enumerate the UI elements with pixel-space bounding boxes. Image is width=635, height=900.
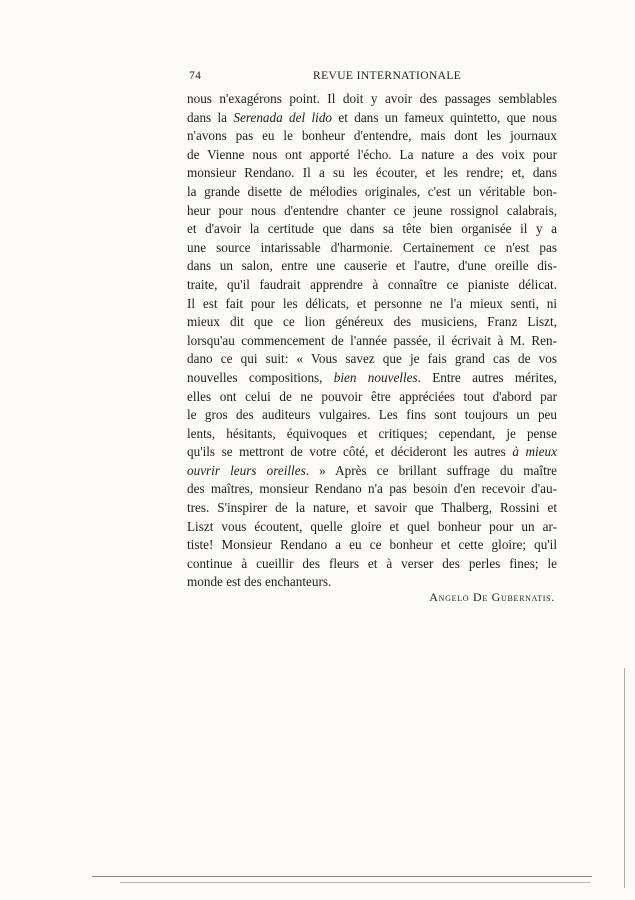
text-segment: la grande disette de mélodies originales, c'est un véritable bon-: [187, 183, 557, 199]
text-segment: tiste! Monsieur Rendano a eu ce bonheur et cette gloire; qu'il: [187, 537, 557, 553]
text-segment: heur pour nous d'entendre chanter ce jeune rossignol calabrais,: [187, 202, 557, 218]
text-line: [187, 480, 557, 499]
text-line: [187, 164, 557, 183]
text-line: [187, 462, 557, 481]
text-segment: nous n'exagérons point. Il doit y avoir des passages semblables: [187, 91, 557, 106]
text-line: [187, 220, 557, 239]
text-line: [187, 406, 557, 425]
text-line: [187, 276, 557, 295]
text-segment: de Vienne nous ont apporté l'écho. La nature a des voix pour: [187, 146, 557, 162]
italic-text: ouvrir leurs oreilles: [187, 462, 306, 478]
text-line: [187, 295, 557, 314]
italic-text: Serenada del lido: [233, 109, 333, 125]
text-segment: tres. S'inspirer de la nature, et savoir que Thalberg, Rossini et: [187, 500, 557, 516]
text-segment: des maîtres, monsieur Rendano n'a pas besoin d'en recevoir d'au-: [187, 481, 557, 497]
text-line: [187, 425, 557, 444]
text-segment: n'avons pas eu le bonheur d'entendre, mais dont les journaux: [187, 128, 557, 144]
text-segment: elles ont celui de ne pouvoir être appréciées tout d'abord par: [187, 388, 557, 404]
text-segment: lorsqu'au commencement de l'année passée, il écrivait à M. Ren-: [187, 332, 557, 348]
running-header: [187, 70, 557, 86]
text-segment: Liszt vous écoutent, quelle gloire et quel bonheur pour un ar-: [187, 518, 557, 534]
author-signature: Angelo De Gubernatis.: [429, 590, 555, 604]
body-text: [187, 90, 557, 592]
text-line: [187, 369, 557, 388]
text-segment: dans la: [187, 109, 234, 125]
text-line: [187, 350, 557, 369]
text-segment: dano ce qui suit: « Vous savez que je fais grand cas de vos: [187, 351, 557, 367]
text-segment: lents, hésitants, équivoques et critiques; cependant, je pense: [187, 425, 557, 441]
text-line: [187, 536, 557, 555]
text-segment: et dans un fameux quintetto, que nous: [332, 109, 557, 125]
text-segment: mieux dit que ce lion généreux des musiciens, Franz Liszt,: [187, 314, 557, 330]
text-line: [187, 183, 557, 202]
italic-text: bien nouvelles: [333, 369, 418, 385]
italic-text: à mieux: [512, 444, 557, 460]
text-line: [187, 313, 557, 332]
text-line: [187, 443, 557, 462]
text-line: [187, 109, 557, 128]
text-line: [187, 146, 557, 165]
text-line: [187, 202, 557, 221]
text-segment: une source intarissable d'harmonie. Certainement ce n'est pas: [187, 239, 557, 255]
text-line: [187, 518, 557, 537]
running-title: REVUE INTERNATIONALE: [313, 70, 462, 82]
text-line: [187, 499, 557, 518]
right-edge-mark: [624, 668, 625, 888]
text-line: [187, 127, 557, 146]
bottom-rule-2: [120, 882, 590, 883]
text-line: [187, 555, 557, 574]
text-segment: nouvelles compositions,: [187, 369, 334, 385]
text-line: [187, 332, 557, 351]
bottom-rule: [92, 876, 592, 877]
text-segment: . » Après ce brillant suffrage du maître: [305, 462, 557, 478]
text-line: [187, 257, 557, 276]
text-line: [187, 239, 557, 258]
text-segment: monsieur Rendano. Il a su les écouter, et les rendre; et, dans: [187, 165, 557, 181]
text-segment: et d'avoir la certitude que dans sa tête bien organisée il y a: [187, 221, 557, 237]
text-segment: traite, qu'il faudrait apprendre à connaître ce pianiste délicat.: [187, 276, 557, 292]
text-segment: . Entre autres mérites,: [417, 369, 557, 385]
page-number: 74: [189, 70, 202, 82]
text-line: [187, 90, 557, 109]
text-segment: dans un salon, entre une causerie et l'autre, d'une oreille dis-: [187, 258, 557, 274]
text-segment: monde est des enchanteurs.: [187, 574, 332, 590]
text-segment: continue à cueillir des fleurs et à verser des perles fines; le: [187, 555, 557, 571]
text-segment: qu'ils se mettront de votre côté, et décideront les autres: [187, 444, 513, 460]
text-segment: Il est fait pour les délicats, et personne ne l'a mieux senti, ni: [187, 295, 557, 311]
text-segment: le gros des auditeurs vulgaires. Les fins sont toujours un peu: [187, 407, 557, 423]
text-line: [187, 388, 557, 407]
